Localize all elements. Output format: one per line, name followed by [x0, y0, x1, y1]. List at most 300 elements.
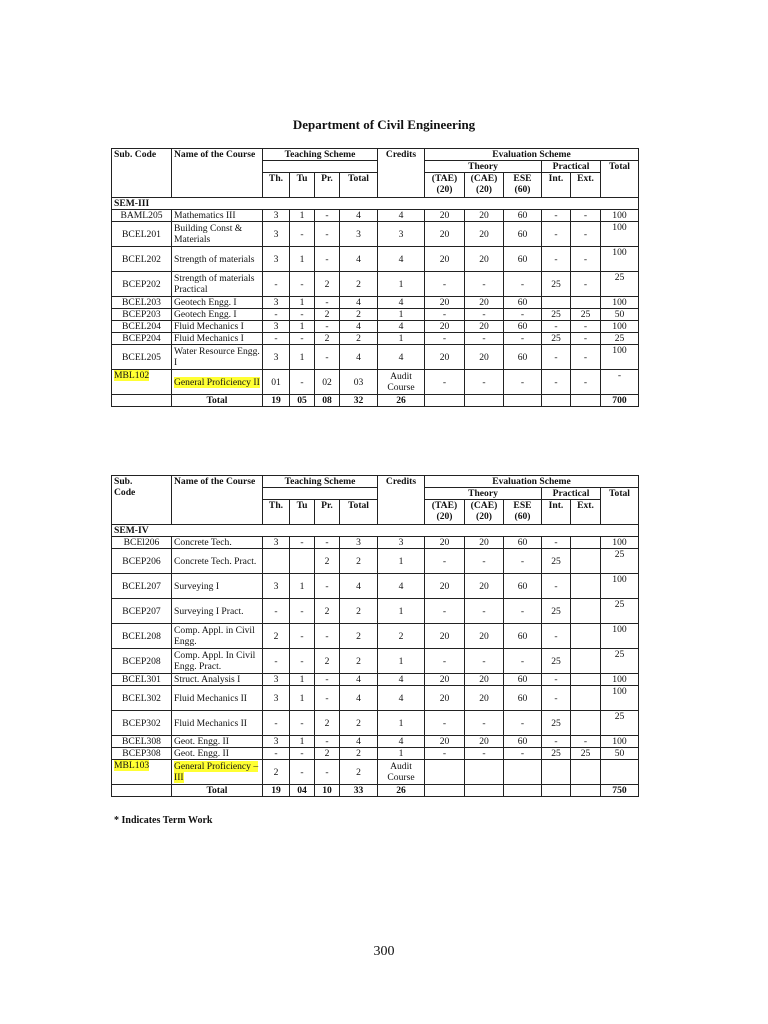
ese-cell: - [504, 333, 542, 345]
pr-cell: 2 [315, 549, 340, 574]
course-name-cell: Surveying I Pract. [172, 599, 263, 624]
sub-code-cell: BCEL207 [112, 574, 172, 599]
credits-cell: 4 [378, 674, 425, 686]
pr-cell: - [315, 760, 340, 785]
int-cell: 25 [542, 549, 571, 574]
tae-cell: 20 [425, 247, 465, 272]
ext-cell [571, 674, 601, 686]
pr-cell: - [315, 210, 340, 222]
ese-cell [504, 760, 542, 785]
sub-code-cell: BCEL201 [112, 222, 172, 247]
header-sub-code-line: Sub. [114, 476, 133, 487]
pr-cell: - [315, 222, 340, 247]
header-tu: Tu [290, 173, 315, 198]
teaching-total-cell: 4 [340, 210, 378, 222]
ext-cell [571, 537, 601, 549]
course-name-cell: Building Const & Materials [172, 222, 263, 247]
ext-cell: - [571, 247, 601, 272]
int-cell: 25 [542, 333, 571, 345]
total-total: 32 [340, 395, 378, 407]
ese-cell: 60 [504, 247, 542, 272]
table-row [112, 222, 639, 247]
blank-cell [571, 395, 601, 407]
int-cell [542, 297, 571, 309]
int-cell: - [542, 674, 571, 686]
ext-cell [571, 297, 601, 309]
sub-code-cell: BCEL205 [112, 345, 172, 370]
cae-cell: 20 [465, 736, 504, 748]
th-cell: - [263, 309, 290, 321]
highlighted-text: General Proficiency – III [174, 761, 259, 783]
credits-cell: 1 [378, 748, 425, 760]
total-cell: 100 [601, 345, 639, 370]
teaching-total-cell: 4 [340, 574, 378, 599]
total-pr: 08 [315, 395, 340, 407]
tae-cell: 20 [425, 222, 465, 247]
th-cell: 3 [263, 222, 290, 247]
th-cell: - [263, 748, 290, 760]
header-blank [263, 161, 378, 173]
header-practical: Practical [542, 488, 601, 500]
th-cell: 3 [263, 297, 290, 309]
header-course-name: Name of the Course [172, 149, 263, 198]
credits-cell: 4 [378, 247, 425, 272]
total-cell: 25 [601, 333, 639, 345]
cae-cell: - [465, 272, 504, 297]
tae-cell: - [425, 748, 465, 760]
total-cell: 100 [601, 247, 639, 272]
total-cell: 100 [601, 686, 639, 711]
sub-code-cell: BCEL301 [112, 674, 172, 686]
grand-total: 750 [601, 785, 639, 797]
table-row [112, 760, 639, 785]
course-name-cell: Surveying I [172, 574, 263, 599]
int-cell: - [542, 574, 571, 599]
ext-cell [571, 549, 601, 574]
tae-cell: 20 [425, 297, 465, 309]
ext-cell [571, 649, 601, 674]
course-name-cell [172, 760, 263, 785]
page-title: Department of Civil Engineering [292, 117, 476, 132]
teaching-total-cell: 4 [340, 736, 378, 748]
course-name-cell: Comp. Appl. In Civil Engg. Pract. [172, 649, 263, 674]
th-cell: 3 [263, 574, 290, 599]
total-credits: 26 [378, 785, 425, 797]
ext-cell [571, 711, 601, 736]
th-cell: 3 [263, 321, 290, 333]
ese-cell: 60 [504, 674, 542, 686]
course-name-cell: Fluid Mechanics I [172, 321, 263, 333]
sub-code-cell: BCEL202 [112, 247, 172, 272]
cae-cell: - [465, 309, 504, 321]
ext-cell: - [571, 736, 601, 748]
ese-cell: 60 [504, 222, 542, 247]
header-credits: Credits [378, 149, 425, 198]
pr-cell: 2 [315, 599, 340, 624]
header-th: Th. [263, 173, 290, 198]
tu-cell: - [290, 272, 315, 297]
blank-cell [542, 395, 571, 407]
course-name-cell: Fluid Mechanics II [172, 686, 263, 711]
table-row [112, 748, 639, 760]
credits-cell: 4 [378, 574, 425, 599]
ext-cell: - [571, 370, 601, 395]
total-cell: 100 [601, 736, 639, 748]
tae-cell: 20 [425, 345, 465, 370]
tu-cell: 1 [290, 686, 315, 711]
blank-cell [571, 785, 601, 797]
teaching-total-cell: 2 [340, 549, 378, 574]
header-pr: Pr. [315, 173, 340, 198]
total-cell: 100 [601, 624, 639, 649]
tu-cell: 1 [290, 210, 315, 222]
table-row [112, 686, 639, 711]
cae-cell: 20 [465, 210, 504, 222]
credits-cell: 3 [378, 537, 425, 549]
tu-cell: 1 [290, 321, 315, 333]
int-cell: - [542, 537, 571, 549]
cae-cell: 20 [465, 574, 504, 599]
table-row [112, 272, 639, 297]
int-cell: - [542, 210, 571, 222]
blank-cell [504, 395, 542, 407]
total-total: 33 [340, 785, 378, 797]
th-cell: 3 [263, 247, 290, 272]
sub-code-cell: BCEP204 [112, 333, 172, 345]
header-tu: Tu [290, 500, 315, 525]
th-cell: - [263, 711, 290, 736]
sub-code-cell: BCEP207 [112, 599, 172, 624]
ext-cell [571, 574, 601, 599]
sub-code-cell: BCEL204 [112, 321, 172, 333]
course-name-cell: Strength of materials [172, 247, 263, 272]
credits-cell: 1 [378, 549, 425, 574]
sub-code-cell: BCEP206 [112, 549, 172, 574]
header-ttotal: Total [340, 500, 378, 525]
table-row [112, 247, 639, 272]
ese-cell: 60 [504, 537, 542, 549]
tu-cell: - [290, 624, 315, 649]
pr-cell: 2 [315, 649, 340, 674]
credits-cell: 4 [378, 686, 425, 711]
pr-cell: 2 [315, 272, 340, 297]
credits-cell: 1 [378, 309, 425, 321]
credits-cell: 1 [378, 333, 425, 345]
credits-cell: 4 [378, 736, 425, 748]
ext-cell: - [571, 222, 601, 247]
teaching-total-cell: 4 [340, 297, 378, 309]
tu-cell: 1 [290, 736, 315, 748]
total-label: Total [172, 785, 263, 797]
course-name-cell [172, 370, 263, 395]
table-row [112, 711, 639, 736]
int-cell: - [542, 222, 571, 247]
tae-cell: 20 [425, 686, 465, 711]
blank-cell [504, 785, 542, 797]
ese-cell: - [504, 370, 542, 395]
table-row [112, 345, 639, 370]
cae-cell: - [465, 711, 504, 736]
total-cell: 25 [601, 272, 639, 297]
total-cell: - [601, 370, 639, 395]
table-row [112, 210, 639, 222]
cae-cell: 20 [465, 321, 504, 333]
header-th: Th. [263, 500, 290, 525]
ese-cell: 60 [504, 686, 542, 711]
th-cell: - [263, 272, 290, 297]
tu-cell: - [290, 649, 315, 674]
pr-cell: - [315, 247, 340, 272]
table-row [112, 537, 639, 549]
pr-cell: - [315, 674, 340, 686]
ese-cell: - [504, 272, 542, 297]
teaching-total-cell: 2 [340, 333, 378, 345]
credits-cell: 3 [378, 222, 425, 247]
total-tu: 04 [290, 785, 315, 797]
highlighted-text: MBL102 [114, 370, 150, 381]
teaching-total-cell: 4 [340, 674, 378, 686]
tae-cell: 20 [425, 736, 465, 748]
sub-code-cell: BCEP302 [112, 711, 172, 736]
ext-cell: - [571, 321, 601, 333]
semester-label: SEM-III [112, 198, 639, 210]
highlighted-text: MBL103 [114, 760, 150, 771]
pr-cell: 2 [315, 748, 340, 760]
tu-cell: 1 [290, 247, 315, 272]
teaching-total-cell: 4 [340, 247, 378, 272]
th-cell: 2 [263, 760, 290, 785]
int-cell: 25 [542, 649, 571, 674]
pr-cell: - [315, 537, 340, 549]
ese-cell: 60 [504, 345, 542, 370]
teaching-total-cell: 2 [340, 649, 378, 674]
header-int: Int. [542, 500, 571, 525]
header-cae: (CAE) (20) [465, 173, 504, 198]
pr-cell: - [315, 345, 340, 370]
ese-cell: 60 [504, 624, 542, 649]
total-cell: 100 [601, 210, 639, 222]
total-pr: 10 [315, 785, 340, 797]
header-tae: (TAE) (20) [425, 173, 465, 198]
header-ese: ESE (60) [504, 173, 542, 198]
tae-cell [425, 760, 465, 785]
course-name-cell: Water Resource Engg. I [172, 345, 263, 370]
pr-cell: - [315, 624, 340, 649]
ese-cell: - [504, 748, 542, 760]
th-cell: 3 [263, 686, 290, 711]
cae-cell: 20 [465, 247, 504, 272]
header-sub-code [112, 476, 172, 525]
teaching-total-cell: 4 [340, 686, 378, 711]
header-theory: Theory [425, 488, 542, 500]
header-cae: (CAE) (20) [465, 500, 504, 525]
blank-cell [112, 395, 172, 407]
int-cell: - [542, 321, 571, 333]
cae-cell: - [465, 748, 504, 760]
th-cell [263, 549, 290, 574]
course-name-cell: Concrete Tech. [172, 537, 263, 549]
header-ext: Ext. [571, 173, 601, 198]
ext-cell: - [571, 272, 601, 297]
ext-cell [571, 760, 601, 785]
pr-cell: - [315, 574, 340, 599]
header-pr: Pr. [315, 500, 340, 525]
cae-cell: - [465, 370, 504, 395]
th-cell: 2 [263, 624, 290, 649]
th-cell: - [263, 649, 290, 674]
course-name-cell: Geotech Engg. I [172, 309, 263, 321]
total-cell: 100 [601, 297, 639, 309]
sub-code-cell [112, 370, 172, 395]
course-name-cell: Struct. Analysis I [172, 674, 263, 686]
table-row [112, 736, 639, 748]
credits-cell: 1 [378, 599, 425, 624]
total-th: 19 [263, 395, 290, 407]
th-cell: 3 [263, 537, 290, 549]
credits-cell: 1 [378, 272, 425, 297]
tu-cell: 1 [290, 345, 315, 370]
ext-cell: - [571, 333, 601, 345]
teaching-total-cell: 03 [340, 370, 378, 395]
tae-cell: - [425, 711, 465, 736]
cae-cell: 20 [465, 345, 504, 370]
total-cell: 100 [601, 321, 639, 333]
teaching-total-cell: 3 [340, 222, 378, 247]
sub-code-cell: BCEL308 [112, 736, 172, 748]
sub-code-cell: BCEP308 [112, 748, 172, 760]
table-row [112, 309, 639, 321]
ese-cell: - [504, 649, 542, 674]
ese-cell: - [504, 549, 542, 574]
table-row [112, 297, 639, 309]
course-name-cell: Fluid Mechanics II [172, 711, 263, 736]
tae-cell: 20 [425, 624, 465, 649]
int-cell [542, 760, 571, 785]
header-teaching-scheme: Teaching Scheme [263, 476, 378, 488]
cae-cell: 20 [465, 624, 504, 649]
total-cell: 25 [601, 599, 639, 624]
th-cell: 3 [263, 210, 290, 222]
semester-label: SEM-IV [112, 525, 639, 537]
header-ttotal: Total [340, 173, 378, 198]
ext-cell [571, 624, 601, 649]
ese-cell: - [504, 309, 542, 321]
ext-cell: - [571, 345, 601, 370]
total-cell: 25 [601, 711, 639, 736]
tae-cell: - [425, 599, 465, 624]
int-cell: 25 [542, 748, 571, 760]
tu-cell: - [290, 599, 315, 624]
header-sub-code-line: Code [114, 487, 136, 498]
ext-cell [571, 686, 601, 711]
blank-cell [425, 395, 465, 407]
tae-cell: 20 [425, 321, 465, 333]
cae-cell [465, 760, 504, 785]
header-ese: ESE (60) [504, 500, 542, 525]
teaching-total-cell: 4 [340, 345, 378, 370]
credits-cell: Audit Course [378, 370, 425, 395]
total-cell: 100 [601, 674, 639, 686]
cae-cell: - [465, 549, 504, 574]
tae-cell: 20 [425, 574, 465, 599]
teaching-total-cell: 2 [340, 711, 378, 736]
ext-cell: 25 [571, 748, 601, 760]
th-cell: 3 [263, 345, 290, 370]
table-row [112, 574, 639, 599]
ese-cell: 60 [504, 574, 542, 599]
cae-cell: 20 [465, 222, 504, 247]
cae-cell: 20 [465, 537, 504, 549]
header-total: Total [601, 161, 639, 198]
tu-cell: 1 [290, 297, 315, 309]
sub-code-cell: BCEP203 [112, 309, 172, 321]
header-course-name: Name of the Course [172, 476, 263, 525]
header-theory: Theory [425, 161, 542, 173]
ese-cell: 60 [504, 297, 542, 309]
pr-cell: - [315, 736, 340, 748]
int-cell: - [542, 686, 571, 711]
course-name-cell: Geotech Engg. I [172, 297, 263, 309]
tae-cell: - [425, 333, 465, 345]
course-name-cell: Mathematics III [172, 210, 263, 222]
table-row [112, 674, 639, 686]
total-cell: 50 [601, 309, 639, 321]
teaching-total-cell: 2 [340, 624, 378, 649]
sub-code-cell: BCEL203 [112, 297, 172, 309]
tu-cell: - [290, 309, 315, 321]
cae-cell: - [465, 649, 504, 674]
ext-cell: - [571, 210, 601, 222]
pr-cell: - [315, 686, 340, 711]
blank-cell [542, 785, 571, 797]
sub-code-cell: BCEl206 [112, 537, 172, 549]
header-practical: Practical [542, 161, 601, 173]
tu-cell: - [290, 537, 315, 549]
total-th: 19 [263, 785, 290, 797]
th-cell: - [263, 333, 290, 345]
tu-cell: 1 [290, 674, 315, 686]
table-row [112, 321, 639, 333]
tu-cell: - [290, 760, 315, 785]
cae-cell: - [465, 333, 504, 345]
pr-cell: 2 [315, 309, 340, 321]
course-name-cell: Geot. Engg. II [172, 736, 263, 748]
sub-code-cell: BCEP202 [112, 272, 172, 297]
sub-code-cell: BCEL208 [112, 624, 172, 649]
ese-cell: 60 [504, 210, 542, 222]
teaching-total-cell: 4 [340, 321, 378, 333]
header-credits: Credits [378, 476, 425, 525]
teaching-total-cell: 2 [340, 599, 378, 624]
total-label: Total [172, 395, 263, 407]
header-evaluation-scheme: Evaluation Scheme [425, 476, 639, 488]
total-cell: 50 [601, 748, 639, 760]
tu-cell: - [290, 333, 315, 345]
total-cell: 25 [601, 649, 639, 674]
tae-cell: 20 [425, 210, 465, 222]
credits-cell: 4 [378, 321, 425, 333]
cae-cell: - [465, 599, 504, 624]
header-ext: Ext. [571, 500, 601, 525]
page-number: 300 [373, 944, 395, 959]
total-cell: 100 [601, 537, 639, 549]
th-cell: 3 [263, 736, 290, 748]
sub-code-cell: BCEP208 [112, 649, 172, 674]
th-cell: 3 [263, 674, 290, 686]
header-sub-code: Sub. Code [112, 149, 172, 198]
sub-code-cell: BAML205 [112, 210, 172, 222]
int-cell: - [542, 247, 571, 272]
